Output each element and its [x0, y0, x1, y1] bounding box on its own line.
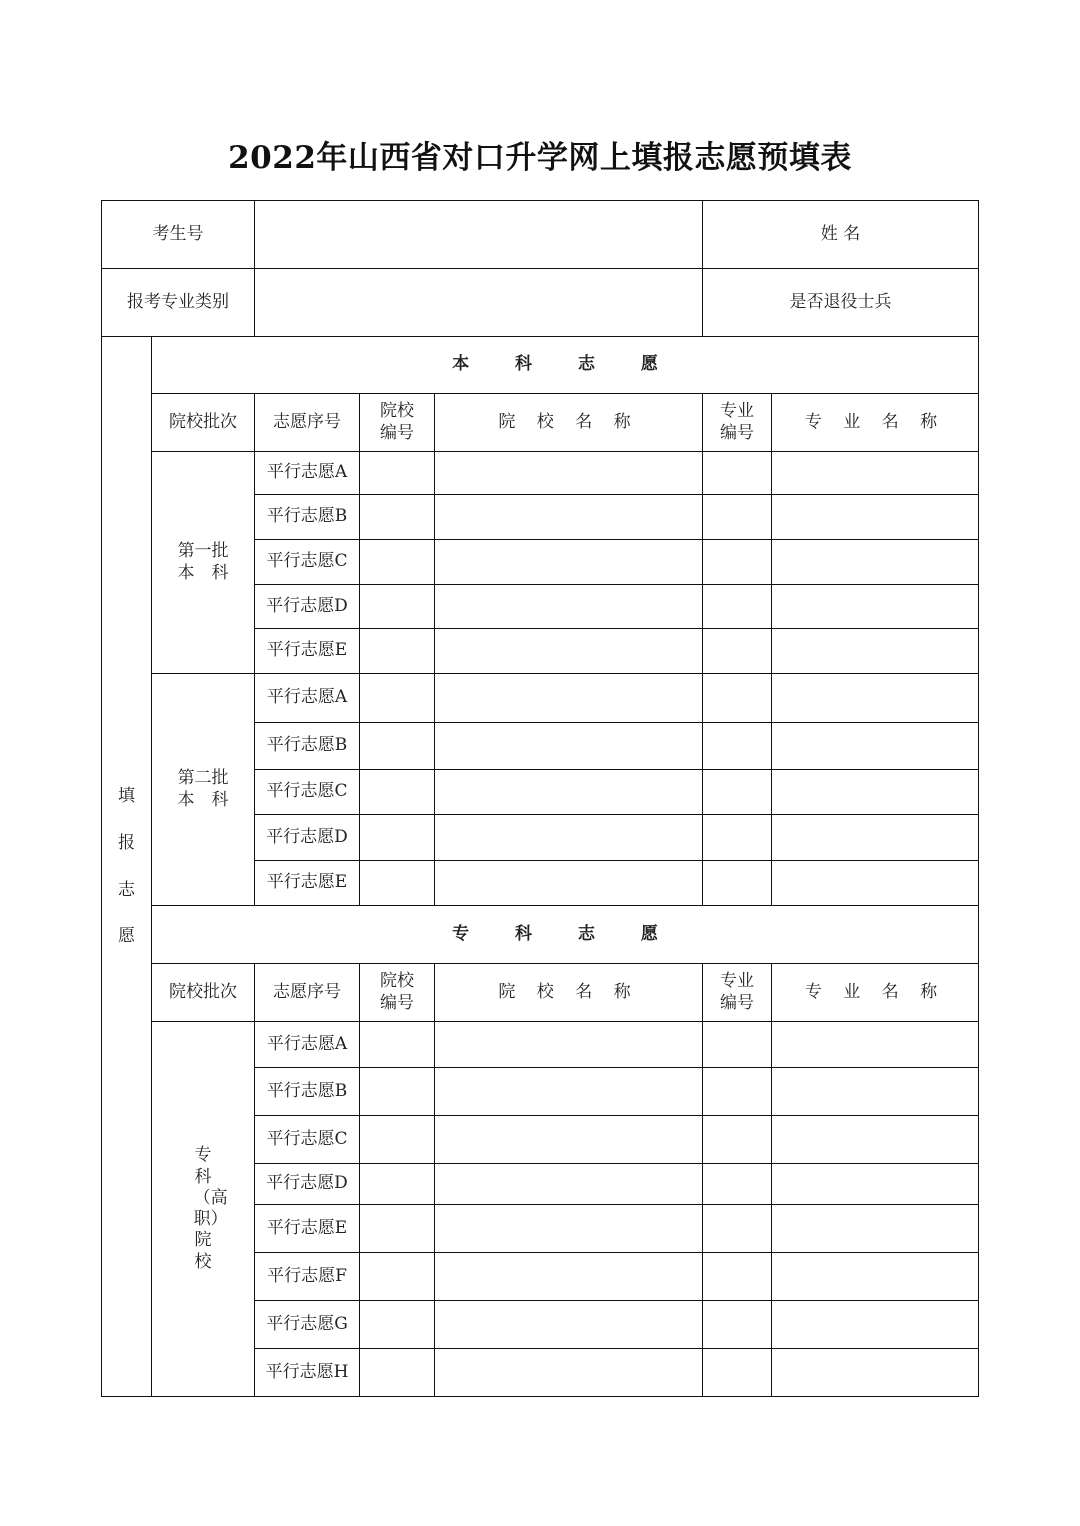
school-code-input[interactable]	[360, 452, 435, 495]
side-label: 填报志愿	[117, 786, 135, 947]
school-code-input[interactable]	[360, 585, 435, 629]
volunteer-order: 平行志愿C	[255, 540, 360, 585]
volunteer-order: 平行志愿E	[255, 629, 360, 674]
major-code-input[interactable]	[703, 495, 772, 540]
school-code-input[interactable]	[360, 1349, 435, 1397]
school-name-input[interactable]	[435, 861, 703, 906]
exam-number-label: 考生号	[102, 201, 255, 269]
table-row	[102, 452, 979, 495]
major-code-input[interactable]	[703, 1068, 772, 1116]
exam-number-row	[102, 201, 979, 269]
school-name-input[interactable]	[435, 1205, 703, 1253]
school-code-input[interactable]	[360, 1164, 435, 1205]
major-name-input[interactable]	[772, 815, 979, 861]
major-name-input[interactable]	[772, 495, 979, 540]
major-code-input[interactable]	[703, 1301, 772, 1349]
school-code-input[interactable]	[360, 1068, 435, 1116]
major-code-input[interactable]	[703, 1022, 772, 1068]
volunteer-order: 平行志愿B	[255, 1068, 360, 1116]
volunteer-order: 平行志愿A	[255, 452, 360, 495]
batch2-label: 第二批本 科	[177, 768, 229, 810]
volunteer-order: 平行志愿G	[255, 1301, 360, 1349]
volunteer-order: 平行志愿D	[255, 815, 360, 861]
col-school-code-cell	[360, 964, 435, 1022]
major-name-input[interactable]	[772, 1164, 979, 1205]
major-name-input[interactable]	[772, 1349, 979, 1397]
major-name-input[interactable]	[772, 1068, 979, 1116]
col-major-code: 专业编号	[720, 971, 754, 1013]
major-name-input[interactable]	[772, 1116, 979, 1164]
volunteer-order: 平行志愿A	[255, 1022, 360, 1068]
name-label: 姓 名	[820, 223, 861, 244]
table-row	[102, 1022, 979, 1068]
major-code-input[interactable]	[703, 815, 772, 861]
school-name-input[interactable]	[435, 1068, 703, 1116]
school-code-input[interactable]	[360, 815, 435, 861]
major-code-input[interactable]	[703, 1205, 772, 1253]
page-title: 2022年山西省对口升学网上填报志愿预填表	[228, 140, 852, 176]
volunteer-order: 平行志愿H	[255, 1349, 360, 1397]
school-name-input[interactable]	[435, 770, 703, 815]
volunteer-form-table	[101, 200, 979, 1397]
side-label-cell	[102, 337, 152, 1397]
volunteer-order: 平行志愿D	[255, 1164, 360, 1205]
school-name-input[interactable]	[435, 495, 703, 540]
major-code-input[interactable]	[703, 861, 772, 906]
category-label: 报考专业类别	[102, 269, 255, 337]
col-major-code: 专业编号	[720, 401, 754, 443]
undergrad-section-title: 本 科 志 愿	[152, 337, 979, 394]
col-school-name: 院 校 名 称	[435, 964, 703, 1022]
undergrad-column-header	[102, 394, 979, 452]
school-name-input[interactable]	[435, 452, 703, 495]
school-code-input[interactable]	[360, 723, 435, 770]
school-code-input[interactable]	[360, 674, 435, 723]
major-code-input[interactable]	[703, 629, 772, 674]
school-name-input[interactable]	[435, 1253, 703, 1301]
school-code-input[interactable]	[360, 1301, 435, 1349]
col-batch: 院校批次	[152, 964, 255, 1022]
school-name-input[interactable]	[435, 1116, 703, 1164]
col-major-name: 专 业 名 称	[772, 394, 979, 452]
category-field[interactable]	[255, 269, 703, 337]
major-name-input[interactable]	[772, 674, 979, 723]
batch1-label-cell	[152, 452, 255, 674]
col-school-name: 院 校 名 称	[435, 394, 703, 452]
major-code-input[interactable]	[703, 1349, 772, 1397]
school-name-input[interactable]	[435, 1301, 703, 1349]
major-name-input[interactable]	[772, 1022, 979, 1068]
major-code-input[interactable]	[703, 540, 772, 585]
col-batch: 院校批次	[152, 394, 255, 452]
major-name-input[interactable]	[772, 1253, 979, 1301]
exam-number-field[interactable]	[255, 201, 703, 269]
volunteer-order: 平行志愿E	[255, 1205, 360, 1253]
batch2-label-cell	[152, 674, 255, 906]
school-name-input[interactable]	[435, 585, 703, 629]
school-name-input[interactable]	[435, 629, 703, 674]
major-code-input[interactable]	[703, 1116, 772, 1164]
school-name-input[interactable]	[435, 674, 703, 723]
volunteer-order: 平行志愿B	[255, 495, 360, 540]
veteran-label-cell	[703, 269, 979, 337]
category-row	[102, 269, 979, 337]
col-order: 志愿序号	[255, 394, 360, 452]
major-code-input[interactable]	[703, 723, 772, 770]
school-name-input[interactable]	[435, 1022, 703, 1068]
school-code-input[interactable]	[360, 861, 435, 906]
school-code-input[interactable]	[360, 1205, 435, 1253]
volunteer-order: 平行志愿F	[255, 1253, 360, 1301]
school-name-input[interactable]	[435, 723, 703, 770]
school-name-input[interactable]	[435, 540, 703, 585]
school-code-input[interactable]	[360, 1116, 435, 1164]
school-code-input[interactable]	[360, 495, 435, 540]
major-code-input[interactable]	[703, 452, 772, 495]
exam-number-input[interactable]	[255, 224, 702, 243]
volunteer-order: 平行志愿A	[255, 674, 360, 723]
volunteer-order: 平行志愿D	[255, 585, 360, 629]
college-column-header	[102, 964, 979, 1022]
undergrad-title-row	[102, 337, 979, 394]
major-code-input[interactable]	[703, 1253, 772, 1301]
name-label-cell	[703, 201, 979, 269]
school-name-input[interactable]	[435, 1164, 703, 1205]
volunteer-order: 平行志愿E	[255, 861, 360, 906]
volunteer-order: 平行志愿B	[255, 723, 360, 770]
major-name-input[interactable]	[772, 770, 979, 815]
volunteer-order: 平行志愿C	[255, 1116, 360, 1164]
col-major-code-cell	[703, 964, 772, 1022]
school-code-input[interactable]	[360, 1253, 435, 1301]
table-row	[102, 674, 979, 723]
col-school-code-cell	[360, 394, 435, 452]
school-name-input[interactable]	[435, 815, 703, 861]
college-batch-label: 专科（高职）院校	[193, 1145, 228, 1272]
school-code-input[interactable]	[360, 540, 435, 585]
major-name-input[interactable]	[772, 1205, 979, 1253]
major-name-input[interactable]	[772, 585, 979, 629]
col-major-name: 专 业 名 称	[772, 964, 979, 1022]
col-major-code-cell	[703, 394, 772, 452]
college-batch-label-cell	[152, 1022, 255, 1397]
major-name-input[interactable]	[772, 723, 979, 770]
school-code-input[interactable]	[360, 770, 435, 815]
major-code-input[interactable]	[703, 770, 772, 815]
major-code-input[interactable]	[703, 674, 772, 723]
category-input[interactable]	[255, 292, 702, 311]
major-name-input[interactable]	[772, 1301, 979, 1349]
batch1-label: 第一批本 科	[177, 541, 229, 583]
veteran-label: 是否退役士兵	[789, 291, 892, 312]
major-code-input[interactable]	[703, 1164, 772, 1205]
college-title-row	[102, 906, 979, 964]
school-code-input[interactable]	[360, 1022, 435, 1068]
college-section-title: 专 科 志 愿	[152, 906, 979, 964]
col-order: 志愿序号	[255, 964, 360, 1022]
major-name-input[interactable]	[772, 452, 979, 495]
major-name-input[interactable]	[772, 629, 979, 674]
col-school-code: 院校编号	[380, 971, 414, 1013]
major-name-input[interactable]	[772, 540, 979, 585]
volunteer-order: 平行志愿C	[255, 770, 360, 815]
col-school-code: 院校编号	[380, 401, 414, 443]
major-code-input[interactable]	[703, 585, 772, 629]
major-name-input[interactable]	[772, 861, 979, 906]
school-code-input[interactable]	[360, 629, 435, 674]
school-name-input[interactable]	[435, 1349, 703, 1397]
